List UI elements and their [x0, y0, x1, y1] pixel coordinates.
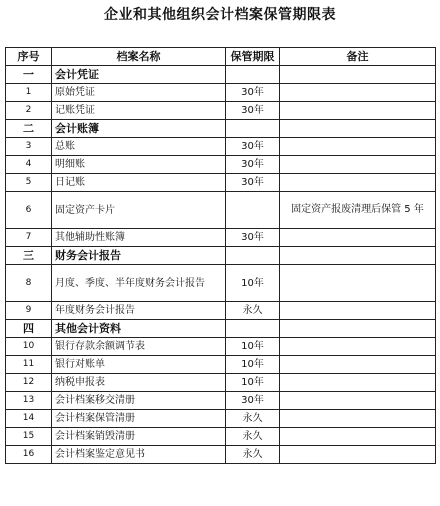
- row-name: 其他辅助性账簿: [52, 229, 226, 247]
- table-row: [6, 84, 436, 102]
- row-period: 永久: [226, 410, 280, 428]
- row-note: [280, 66, 436, 84]
- row-period: 10年: [226, 338, 280, 356]
- row-note: [280, 428, 436, 446]
- row-name: 纳税申报表: [52, 374, 226, 392]
- row-name: 银行存款余额调节表: [52, 338, 226, 356]
- row-note: [280, 446, 436, 464]
- row-seq: 12: [6, 374, 52, 392]
- row-period: 30年: [226, 174, 280, 192]
- row-name: 其他会计资料: [52, 320, 226, 338]
- row-name: 会计档案保管清册: [52, 410, 226, 428]
- table-row: [6, 428, 436, 446]
- row-period: 永久: [226, 428, 280, 446]
- table-row: [6, 410, 436, 428]
- row-name: 固定资产卡片: [52, 192, 226, 229]
- table-row: [6, 138, 436, 156]
- table-row: [6, 302, 436, 320]
- table-row: [6, 356, 436, 374]
- row-period: 永久: [226, 302, 280, 320]
- row-name: 总账: [52, 138, 226, 156]
- table-row: [6, 102, 436, 120]
- section-row: [6, 247, 436, 265]
- row-seq: 7: [6, 229, 52, 247]
- row-seq: 16: [6, 446, 52, 464]
- header-period: 保管期限: [226, 48, 280, 66]
- row-note: [280, 392, 436, 410]
- row-note: [280, 265, 436, 302]
- row-seq: 2: [6, 102, 52, 120]
- table-row: [6, 338, 436, 356]
- row-note: [280, 174, 436, 192]
- row-note: [280, 102, 436, 120]
- row-period: [226, 120, 280, 138]
- row-seq: 3: [6, 138, 52, 156]
- row-name: 月度、季度、半年度财务会计报告: [52, 265, 226, 302]
- row-seq: 11: [6, 356, 52, 374]
- row-period: 10年: [226, 265, 280, 302]
- table-row: [6, 192, 436, 229]
- row-period: [226, 192, 280, 229]
- table-row: [6, 174, 436, 192]
- header-name: 档案名称: [52, 48, 226, 66]
- section-row: [6, 320, 436, 338]
- row-note: [280, 410, 436, 428]
- header-note: 备注: [280, 48, 436, 66]
- row-seq: 4: [6, 156, 52, 174]
- row-name: 日记账: [52, 174, 226, 192]
- row-period: 30年: [226, 392, 280, 410]
- table-row: [6, 229, 436, 247]
- row-period: [226, 66, 280, 84]
- row-note: [280, 374, 436, 392]
- row-period: 30年: [226, 138, 280, 156]
- row-note: 固定资产报废清理后保管 5 年: [280, 192, 436, 229]
- row-note: [280, 120, 436, 138]
- row-name: 银行对账单: [52, 356, 226, 374]
- row-period: [226, 320, 280, 338]
- row-period: 30年: [226, 102, 280, 120]
- table-header-row: [6, 48, 436, 66]
- row-name: 原始凭证: [52, 84, 226, 102]
- row-note: [280, 356, 436, 374]
- table-row: [6, 392, 436, 410]
- row-note: [280, 138, 436, 156]
- row-name: 明细账: [52, 156, 226, 174]
- row-period: 30年: [226, 156, 280, 174]
- table-row: [6, 446, 436, 464]
- row-seq: 四: [6, 320, 52, 338]
- page-title: 企业和其他组织会计档案保管期限表: [104, 7, 336, 23]
- table-row: [6, 265, 436, 302]
- row-note: [280, 338, 436, 356]
- row-name: 会计档案鉴定意见书: [52, 446, 226, 464]
- row-period: 30年: [226, 229, 280, 247]
- row-name: 记账凭证: [52, 102, 226, 120]
- row-period: [226, 247, 280, 265]
- row-period: 10年: [226, 374, 280, 392]
- row-seq: 9: [6, 302, 52, 320]
- row-note: [280, 320, 436, 338]
- section-row: [6, 66, 436, 84]
- row-seq: 8: [6, 265, 52, 302]
- row-name: 会计凭证: [52, 66, 226, 84]
- row-seq: 5: [6, 174, 52, 192]
- row-note: [280, 84, 436, 102]
- row-seq: 15: [6, 428, 52, 446]
- row-period: 30年: [226, 84, 280, 102]
- row-seq: 三: [6, 247, 52, 265]
- row-period: 10年: [226, 356, 280, 374]
- row-seq: 10: [6, 338, 52, 356]
- row-seq: 6: [6, 192, 52, 229]
- row-name: 年度财务会计报告: [52, 302, 226, 320]
- row-note: [280, 247, 436, 265]
- row-seq: 13: [6, 392, 52, 410]
- row-name: 财务会计报告: [52, 247, 226, 265]
- retention-table: [5, 47, 436, 464]
- table-row: [6, 374, 436, 392]
- row-seq: 14: [6, 410, 52, 428]
- table-row: [6, 156, 436, 174]
- table-body: [6, 66, 436, 464]
- row-seq: 二: [6, 120, 52, 138]
- row-period: 永久: [226, 446, 280, 464]
- row-name: 会计档案销毁清册: [52, 428, 226, 446]
- section-row: [6, 120, 436, 138]
- row-seq: 一: [6, 66, 52, 84]
- row-note: [280, 229, 436, 247]
- row-note: [280, 302, 436, 320]
- header-seq: 序号: [6, 48, 52, 66]
- row-name: 会计档案移交清册: [52, 392, 226, 410]
- row-note: [280, 156, 436, 174]
- row-seq: 1: [6, 84, 52, 102]
- row-name: 会计账簿: [52, 120, 226, 138]
